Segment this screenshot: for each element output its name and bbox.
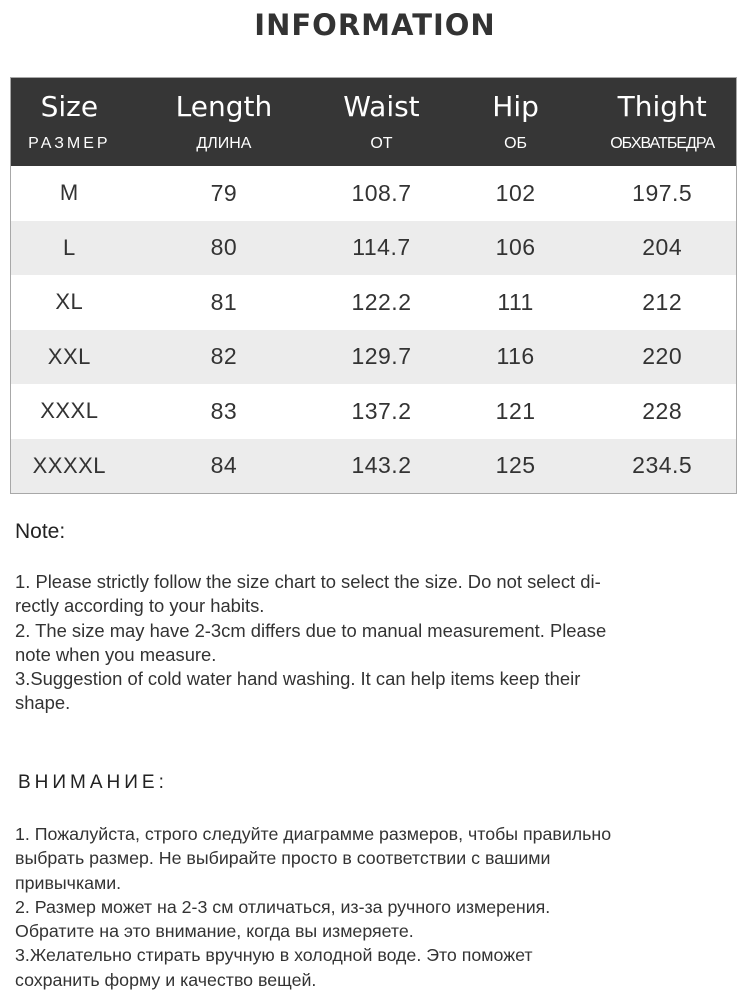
note-line: shape.: [15, 692, 71, 714]
cell-length: 84: [210, 452, 238, 479]
header-hip-ru: ОБ: [504, 135, 528, 152]
table-row: [11, 384, 736, 439]
cell-hip: 116: [496, 343, 535, 370]
note-heading-ru: ВНИМАНИЕ:: [18, 772, 168, 793]
cell-hip: 102: [495, 179, 536, 206]
header-size: [11, 78, 128, 166]
cell-length: 82: [210, 343, 238, 370]
cell-waist: 108.7: [351, 179, 412, 206]
cell-waist: 143.2: [351, 452, 412, 479]
cell-waist: 137.2: [351, 397, 412, 424]
note-line: rectly according to your habits.: [15, 595, 265, 617]
note-text: [15, 570, 725, 716]
header-thigh-en: Thight: [617, 90, 707, 123]
table-header: [11, 78, 736, 166]
note-text-ru: [15, 822, 730, 992]
page-title: INFORMATION: [254, 8, 496, 42]
header-length-en: Length: [175, 90, 273, 123]
cell-length: 80: [210, 234, 238, 261]
cell-thigh: 204: [642, 234, 683, 261]
header-size-en: Size: [40, 90, 99, 123]
cell-length: 79: [210, 179, 238, 206]
cell-size: XXXXL: [32, 452, 107, 478]
note-line-ru: привычками.: [15, 872, 122, 893]
cell-size: M: [59, 180, 79, 206]
note-line-ru: 2. Размер может на 2-3 см отличаться, из-за ручного измерения.: [15, 896, 551, 917]
note-line-ru: Обратите на это внимание, когда вы измеряете.: [15, 921, 414, 942]
header-waist: [320, 78, 443, 166]
cell-length: 83: [210, 397, 238, 424]
cell-hip: 106: [495, 234, 536, 261]
cell-waist: 129.7: [351, 343, 412, 370]
note-line: note when you measure.: [15, 643, 217, 665]
note-line-ru: выбрать размер. Не выбирайте просто в соответствии с вашими: [15, 848, 551, 869]
cell-waist: 114.7: [352, 234, 411, 261]
note-line-ru: сохранить форму и качество вещей.: [15, 969, 317, 990]
cell-hip: 125: [495, 452, 536, 479]
cell-thigh: 197.5: [632, 179, 693, 206]
table-row: [11, 330, 736, 385]
header-length: [128, 78, 320, 166]
cell-thigh: 220: [642, 343, 683, 370]
table-row: [11, 221, 736, 276]
table-row: [11, 275, 736, 330]
cell-thigh: 212: [642, 288, 683, 315]
note-heading: Note:: [15, 520, 66, 543]
note-line-ru: 3.Желательно стирать вручную в холодной воде. Это поможет: [15, 945, 533, 966]
size-chart-table: [10, 77, 737, 494]
note-line: 1. Please strictly follow the size chart to select the size. Do not select di-: [15, 571, 601, 592]
header-waist-en: Waist: [343, 90, 420, 123]
cell-hip: 111: [497, 288, 534, 315]
table-body: [11, 166, 736, 493]
cell-thigh: 228: [642, 397, 683, 424]
cell-size: XL: [55, 289, 84, 315]
cell-size: XXL: [47, 343, 91, 369]
header-thigh-ru: ОБХВАТБЕДРА: [610, 135, 715, 152]
cell-size: XXXL: [40, 398, 99, 424]
table-row: [11, 439, 736, 494]
header-hip-en: Hip: [492, 90, 539, 123]
table-row: [11, 166, 736, 221]
note-line: 2. The size may have 2-3cm differs due to manual measurement. Please: [15, 619, 607, 641]
note-line-ru: 1. Пожалуйста, строго следуйте диаграмме размеров, чтобы правильно: [15, 824, 612, 844]
header-length-ru: ДЛИНА: [196, 135, 252, 152]
cell-size: L: [62, 234, 76, 260]
cell-waist: 122.2: [351, 288, 412, 315]
cell-length: 81: [210, 288, 238, 315]
header-thigh: [588, 78, 736, 166]
note-line: 3.Suggestion of cold water hand washing. It can help items keep their: [15, 668, 581, 690]
header-hip: [443, 78, 589, 166]
cell-thigh: 234.5: [632, 452, 693, 479]
header-size-ru: РАЗМЕР: [28, 135, 111, 152]
cell-hip: 121: [495, 397, 536, 424]
header-waist-ru: ОТ: [370, 135, 393, 152]
